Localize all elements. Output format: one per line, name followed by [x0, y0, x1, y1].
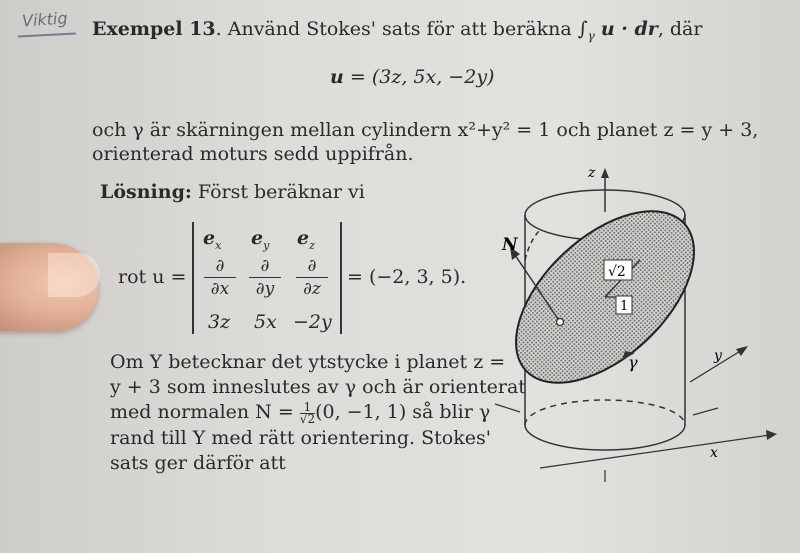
- example-label: Exempel 13: [92, 18, 216, 40]
- cylinder-figure: [480, 150, 800, 490]
- det-e-z: $e_z$: [297, 227, 315, 252]
- det-e-y: $e_y$: [251, 227, 270, 252]
- det-right-bar: [340, 222, 342, 334]
- rot-lhs: [118, 265, 186, 289]
- solution-text: Först beräknar vi: [197, 181, 365, 203]
- label-y: y: [714, 348, 722, 364]
- z-axis-arrow: [601, 168, 609, 178]
- equation-u: [330, 65, 494, 89]
- normal-base-point: [557, 319, 564, 326]
- det-e-x: $e_x$: [203, 227, 222, 252]
- rot-result: = (−2, 3, 5).: [347, 266, 467, 288]
- cylinder-bottom-back: [525, 400, 685, 425]
- label-gamma: γ: [628, 353, 638, 372]
- y-axis-arrow: [736, 346, 748, 356]
- tick-right: [693, 408, 718, 415]
- tick-left: [495, 404, 520, 412]
- handwritten-underline: [18, 32, 76, 37]
- det-partial-y: ∂ ∂y: [249, 256, 281, 299]
- header-tail: , där: [657, 18, 703, 40]
- integrand: u · dr: [600, 18, 658, 40]
- det-partial-x: ∂ ∂x: [204, 256, 236, 299]
- rot-lhs-text: rot u =: [118, 266, 187, 288]
- paragraph2-line2: y + 3 som inneslutes av γ och är orienterat: [110, 376, 526, 398]
- solution-heading: [100, 180, 365, 204]
- equation-u-lhs: u: [330, 66, 344, 88]
- integral-subscript: γ: [587, 28, 595, 43]
- label-x: x: [710, 445, 718, 461]
- paragraph2-line3-tail: (0, −1, 1) så blir γ: [315, 401, 491, 423]
- paragraph2-line3-start: med normalen N =: [110, 401, 300, 423]
- label-one: 1: [620, 299, 629, 314]
- handwritten-note: Viktig: [21, 8, 69, 31]
- paragraph2-line1: Om Y betecknar det ytstycke i planet z =: [110, 351, 506, 373]
- normal-fraction: $\frac{1}{√2}$: [299, 399, 316, 426]
- det-row3-3: −2y: [293, 311, 332, 333]
- label-z: z: [588, 165, 596, 181]
- example-sentence: . Använd Stokes' sats för att beräkna ∫: [215, 18, 588, 40]
- x-axis-arrow: [766, 430, 777, 440]
- det-left-bar: [192, 222, 194, 334]
- paragraph2-line5: sats ger därför att: [110, 452, 286, 474]
- det-row3-1: 3z: [208, 311, 231, 333]
- example-header: [92, 17, 702, 48]
- x-axis: [540, 435, 770, 468]
- det-partial-z: ∂ ∂z: [296, 256, 328, 299]
- equation-u-rhs: = (3z, 5x, −2y): [349, 66, 495, 88]
- solution-label: Lösning:: [100, 181, 192, 203]
- cylinder-bottom-front: [525, 425, 685, 450]
- paragraph1-line1: och γ är skärningen mellan cylindern x²+y² = 1 och planet z = y + 3,: [92, 119, 759, 141]
- paragraph2-line4: rand till Y med rätt orientering. Stokes': [110, 427, 491, 449]
- det-row3-2: 5x: [254, 311, 277, 333]
- label-N: N: [502, 235, 518, 255]
- paragraph2-line3: [110, 400, 490, 425]
- finger-nail: [48, 253, 100, 297]
- paragraph1-line2: orienterad moturs sedd uppifrån.: [92, 143, 414, 165]
- label-sqrt2: √2: [608, 264, 626, 280]
- hidden-curve: [525, 230, 540, 260]
